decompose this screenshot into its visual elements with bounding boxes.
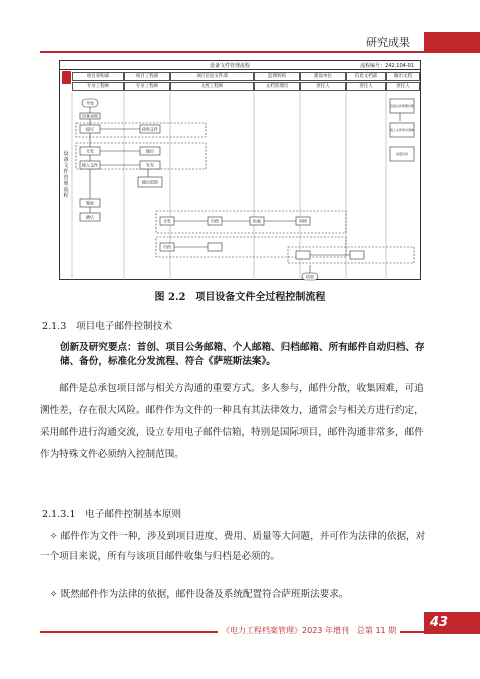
header-rule bbox=[40, 51, 424, 53]
person-cell: 文档管理员 bbox=[254, 82, 300, 91]
person-cell: 责任人 bbox=[386, 82, 420, 91]
flowchart-figure bbox=[59, 60, 421, 280]
node-label: 设备文件管理台账 bbox=[389, 104, 415, 108]
process-node bbox=[208, 243, 222, 251]
node-label: 确认 bbox=[86, 214, 94, 220]
role-cell: 建设单位 bbox=[300, 72, 346, 81]
node-label: 竣工文件移交清单 bbox=[389, 128, 415, 132]
figure-caption: 图 2.2 项目设备文件全过程控制流程 bbox=[154, 292, 326, 303]
section-title-2-1-3-1: 2.1.3.1 电子邮件控制基本原则 bbox=[42, 509, 182, 520]
role-cell: 输出文档 bbox=[386, 72, 420, 81]
process-node bbox=[296, 251, 310, 259]
person-cell: 责任人 bbox=[346, 82, 386, 91]
page-number: 43 bbox=[424, 612, 480, 634]
node-label: 发布 bbox=[146, 162, 154, 168]
process-node bbox=[350, 251, 364, 259]
person-cell: 文控工程师 bbox=[170, 82, 254, 91]
node-label: 输出范围 bbox=[142, 179, 158, 185]
bullet-principle-2: ✧ 既然邮件作为法律的依据，邮件设备及系统配置符合萨班斯法要求。 bbox=[49, 589, 349, 600]
role-cell: 监理机构 bbox=[254, 72, 300, 81]
node-label: 签收 bbox=[86, 200, 94, 206]
node-label: 设备采购 bbox=[82, 113, 98, 119]
section-title-2-1-3: 2.1.3 项目电子邮件控制技术 bbox=[42, 321, 172, 332]
flowchart-code: 流程编号：242.104-01 bbox=[360, 63, 414, 69]
node-label: 输入文件 bbox=[82, 162, 98, 168]
innovation-points: 创新及研究要点：首创、项目公务邮箱、个人邮箱、归档邮箱、所有邮件自动归档、存储、备份，标准化分发流程、符合《萨班斯法案》。 bbox=[60, 342, 425, 367]
role-cell: 项目信息文件部 bbox=[170, 72, 254, 81]
node-label: 开始 bbox=[86, 100, 94, 106]
person-cell: 责任人 bbox=[300, 82, 346, 91]
node-label: 归档 bbox=[163, 244, 171, 250]
bullet-principle-1: ✧ 邮件作为文件一种，涉及到项目进度、费用、质量等大问题，并可作为法律的依据，对一个项目来说，所有与该项目邮件收集与归档是必须的。 bbox=[40, 531, 426, 562]
node-label: 分发 bbox=[163, 218, 171, 224]
journal-info: 《电力工程档案管理》2023 年增刊 总第 11 期 bbox=[218, 625, 400, 636]
node-label: 检索 bbox=[253, 218, 261, 224]
flowchart-title: 设备文件管理流程 bbox=[210, 63, 251, 69]
role-cell: 信息文档部 bbox=[346, 72, 386, 81]
flowchart-side-label: 设备文件管理流程 bbox=[63, 151, 69, 199]
node-label: 提议 bbox=[86, 126, 94, 132]
section-header: 研究成果 bbox=[366, 36, 410, 49]
node-label: 审核 bbox=[299, 218, 307, 224]
header-tab bbox=[424, 32, 480, 53]
flowchart-diagram bbox=[60, 61, 422, 281]
role-cell: 项目工程部 bbox=[124, 72, 170, 81]
node-label: 接收文件 bbox=[142, 126, 158, 132]
node-label: 输出 bbox=[146, 148, 154, 154]
person-cell: 专业工程师 bbox=[124, 82, 170, 91]
node-label: 分发 bbox=[86, 148, 94, 154]
node-label: 结束 bbox=[306, 274, 314, 279]
person-cell: 专业工程师 bbox=[72, 82, 124, 91]
node-label: 质量目录 bbox=[395, 152, 409, 156]
paragraph-email: 邮件是总承包项目部与相关方沟通的重要方式。多人参与，邮件分散，收集困难，可追溯性差，存在很大风险。邮件作为文件的一种具有其法律效力，通常会与相关方进行约定，采用邮件进行沟通交流，设立专用电子邮件信箱，特别是国际项目，邮件沟通非常多，邮件作为特殊文件必须纳入控制范围。 bbox=[40, 383, 424, 460]
role-cell: 项目采购部 bbox=[72, 72, 124, 81]
node-label: 归档 bbox=[211, 218, 219, 224]
